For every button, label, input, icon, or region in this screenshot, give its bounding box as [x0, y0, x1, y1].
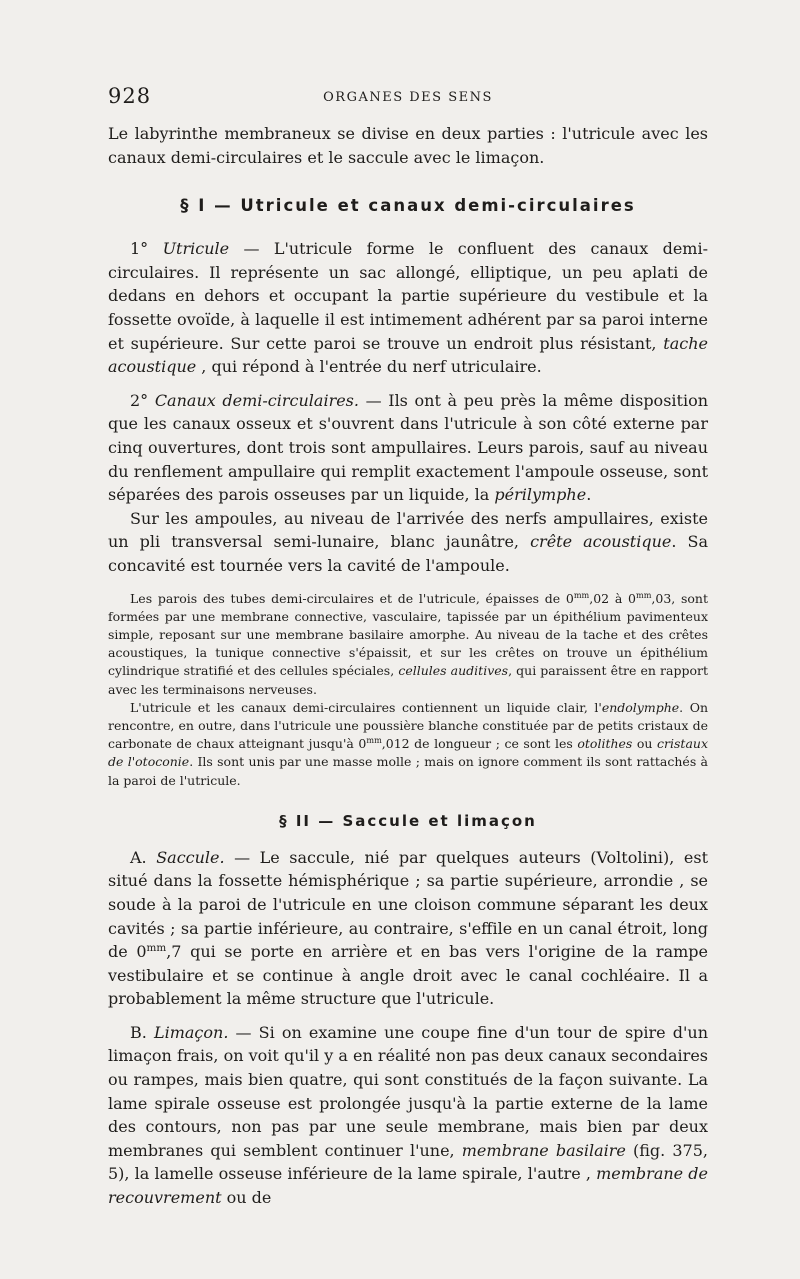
intro-paragraph: Le labyrinthe membraneux se divise en deux parties : l'utricule avec les canaux demi-circulaires et le saccule avec le limaçon.	[108, 124, 708, 167]
unit-superscript: mm	[146, 941, 167, 954]
text-run: Sur les ampoules, au niveau de l'arrivée des nerfs ampullaires, existe un pli transversal semi-lunaire, blanc jaunâtre,	[108, 508, 708, 552]
page-header	[108, 84, 708, 114]
text-run: . Ils sont unis par une masse molle ; mais on ignore comment ils sont rattachés à la paroi de l'utricule.	[108, 754, 708, 788]
term-membrane-recouvrement: membrane de recouvrement	[108, 1164, 709, 1208]
section-1-heading: § I — Utricule et canaux demi-circulaires	[180, 196, 636, 216]
text-run: — Si on examine une coupe fine d'un tour de spire d'un limaçon frais, on voit qu'il y a en réalité non pas deux canaux secondaires ou rampes, mais bien quatre, qui sont constitués de la façon suivante. La lame spirale osseuse est prolongée jusqu'à la partie externe de la lame des contours, non pas par une seule membrane, mais bien par deux membranes qui semblent continuer l'une,	[108, 1022, 708, 1160]
text-run: ,03, sont formées par une membrane connective, vasculaire, tapissée par un épithélium pavimenteux simple, reposant sur une membrane basilaire amorphe. Au niveau de la tache et des crêtes acoustiques, la tunique connective s'épaissit, et sur les crêtes on trouve un épithélium cylindrique stratifié et des cellules spéciales,	[108, 590, 709, 679]
small-print-parois	[108, 590, 708, 699]
term-tache-acoustique: tache acoustique	[108, 333, 708, 377]
text-run: ou	[632, 736, 658, 752]
paragraph-utricule	[108, 237, 708, 379]
paragraph-title: Saccule.	[156, 847, 225, 867]
unit-superscript: mm	[636, 589, 652, 600]
page-content	[108, 122, 708, 1210]
text-run: — L'utricule forme le confluent des canaux demi-circulaires. Il représente un sac allongé, elliptique, un peu aplati de dedans en dehors et occupant la partie supérieure du vestibule et la fossette ovoïde, à laquelle il est intimement adhérent par sa paroi interne et supérieure. Sur cette paroi se trouve un endroit plus résistant,	[108, 239, 708, 353]
text-run: ou de	[221, 1188, 272, 1208]
term-crete-acoustique: crête acoustique	[530, 532, 672, 552]
section-2-heading: § II — Saccule et limaçon	[279, 811, 537, 830]
term-endolymphe: endolymphe	[601, 699, 680, 715]
page-number: 928	[108, 84, 152, 108]
paragraph-title: Limaçon.	[153, 1022, 229, 1042]
term-perilymphe: périlymphe	[494, 485, 587, 505]
text-run: , qui répond à l'entrée du nerf utriculaire.	[196, 357, 542, 377]
paragraph-number: 1°	[130, 239, 163, 259]
text-run: . On rencontre, en outre, dans l'utricule une poussière blanche constituée par de petits cristaux de carbonate de chaux atteignant jusqu'à 0	[108, 699, 708, 752]
text-run: — Ils ont à peu près la même disposition que les canaux osseux et s'ouvrent dans l'utricule à son côté externe par cinq ouvertures, dont trois sont ampullaires. Leurs parois, sauf au niveau du renflement ampullaire qui remplit exactement l'ampoule osseuse, sont séparées des parois osseuses par un liquide, la	[108, 390, 709, 505]
term-cellules-auditives: cellules auditives	[398, 663, 509, 679]
text-run: , qui paraissent être en rapport avec les terminaisons nerveuses.	[108, 663, 708, 697]
paragraph-number: B.	[130, 1022, 154, 1042]
term-membrane-basilaire: membrane basilaire	[461, 1140, 626, 1160]
text-run: (fig. 375, 5), la lamelle osseuse inférieure de la lame spirale, l'autre ,	[108, 1140, 708, 1184]
paragraph-number: A.	[130, 847, 157, 867]
text-run: .	[586, 485, 592, 505]
text-run: L'utricule et les canaux demi-circulaires contiennent un liquide clair, l'	[130, 699, 602, 715]
unit-superscript: mm	[366, 735, 382, 746]
paragraph-title: Canaux demi-circulaires.	[154, 390, 359, 410]
text-run: ,012 de longueur ; ce sont les	[381, 736, 578, 752]
term-cristaux-otoconie: cristaux de l'otoconie	[108, 736, 708, 770]
term-otolithes: otolithes	[577, 736, 633, 752]
text-run: — Le saccule, nié par quelques auteurs (Voltolini), est situé dans la fossette hémisphérique ; sa partie supérieure, arrondie , se soude à la paroi de l'utricule en une cloison commune séparant les deux cavités ; sa partie inférieure, au contraire, s'effile en un canal étroit, long de 0	[108, 847, 708, 962]
text-run: ,02 à 0	[589, 590, 637, 606]
running-title: ORGANES DES SENS	[323, 90, 493, 105]
paragraph-canaux	[108, 389, 708, 507]
text-run: Les parois des tubes demi-circulaires et de l'utricule, épaisses de 0	[130, 590, 574, 606]
text-run: ,7 qui se porte en arrière et en bas vers l'origine de la rampe vestibulaire et se continue à angle droit avec le canal cochléaire. Il a probablement la même structure que l'utricule.	[108, 942, 708, 1009]
text-run: . Sa concavité est tournée vers la cavité de l'ampoule.	[108, 532, 708, 575]
unit-superscript: mm	[573, 589, 590, 600]
paragraph-limacon	[108, 1021, 708, 1210]
paragraph-saccule	[108, 846, 708, 1011]
paragraph-number: 2°	[130, 390, 155, 410]
paragraph-ampoules	[108, 507, 708, 578]
small-print-endolymphe	[108, 699, 708, 790]
paragraph-title: Utricule	[162, 239, 230, 259]
